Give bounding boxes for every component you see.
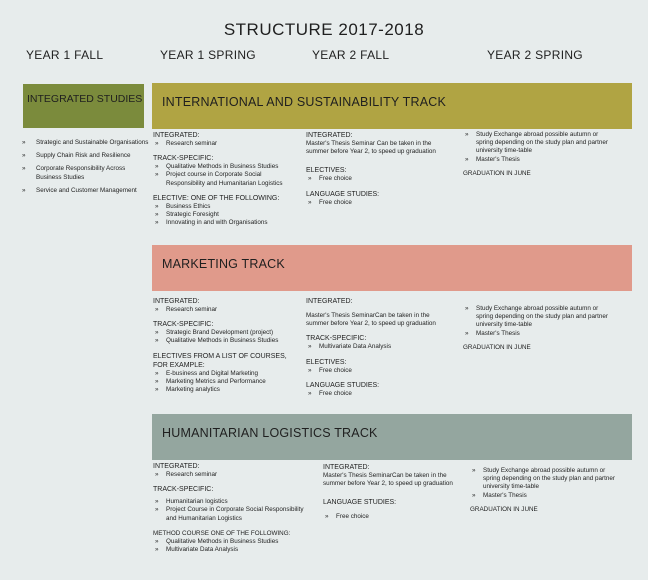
humanitarian-track-label: HUMANITARIAN LOGISTICS TRACK (162, 426, 378, 440)
list-item: » Corporate Responsibility Across Business Studies (22, 165, 150, 181)
international-year1-spring (153, 131, 299, 227)
list-item: » Strategic Foresight (153, 211, 299, 219)
graduation-text: GRADUATION IN JUNE (463, 169, 531, 177)
graduation-text: GRADUATION IN JUNE (470, 505, 538, 513)
list-item: » Qualitative Methods in Business Studies (153, 337, 303, 345)
list-item: » Study Exchange abroad possible autumn or spring depending on the study plan and partner university time-table (463, 131, 609, 156)
list-item: » Innovating in and with Organisations (153, 219, 299, 227)
list-item: » Marketing analytics (153, 386, 303, 394)
marketing-track-band (152, 245, 632, 291)
section-heading: INTEGRATED: (153, 132, 200, 139)
section-heading: INTEGRATED: (153, 298, 200, 305)
section-heading: METHOD COURSE ONE OF THE FOLLOWING: (153, 529, 291, 537)
list-item: » Marketing Metrics and Performance (153, 378, 303, 386)
integrated-studies-label: INTEGRATED STUDIES (27, 93, 143, 105)
integrated-studies-box (23, 84, 144, 128)
section-heading: INTEGRATED: (153, 463, 200, 470)
section-heading: INTEGRATED: (306, 132, 353, 139)
section-heading: ELECTIVE: ONE OF THE FOLLOWING: (153, 194, 280, 202)
list-item: » Free choice (306, 175, 452, 183)
integrated-studies-list (22, 139, 150, 200)
list-item: » Free choice (323, 513, 469, 521)
column-header-year1-spring: YEAR 1 SPRING (160, 48, 256, 62)
list-item: » Strategic Brand Development (project) (153, 329, 303, 337)
list-item: » Study Exchange abroad possible autumn or spring depending on the study plan and partner university time-table (470, 467, 616, 492)
humanitarian-year1-spring (153, 462, 313, 554)
list-item: » Qualitative Methods in Business Studies (153, 163, 299, 171)
list-item: » Free choice (306, 199, 452, 207)
list-item: » Business Ethics (153, 203, 299, 211)
list-item: » Research seminar (153, 306, 303, 314)
list-item: » E-business and Digital Marketing (153, 370, 303, 378)
humanitarian-year2-fall (323, 463, 469, 522)
page-title: STRUCTURE 2017-2018 (223, 20, 425, 39)
section-heading: INTEGRATED: (323, 464, 370, 471)
humanitarian-track-band (152, 414, 632, 460)
section-heading: TRACK-SPECIFIC: (306, 335, 367, 343)
marketing-track-label: MARKETING TRACK (162, 257, 285, 271)
list-item: » Research seminar (153, 140, 299, 148)
international-track-label: INTERNATIONAL AND SUSTAINABILITY TRACK (162, 95, 447, 109)
column-header-year1-fall: YEAR 1 FALL (26, 48, 104, 62)
list-item: » Project Course in Corporate Social Responsibility and Humanitarian Logistics (153, 506, 313, 522)
column-header-year2-spring: YEAR 2 SPRING (487, 48, 583, 62)
list-item: » Free choice (306, 367, 452, 375)
section-heading: LANGUAGE STUDIES: (323, 499, 397, 507)
section-heading: TRACK-SPECIFIC: (153, 486, 214, 494)
international-track-band (152, 83, 632, 129)
section-heading: ELECTIVES FROM A LIST OF COURSES, FOR EXAMPLE: (153, 352, 287, 369)
list-item: » Multivariate Data Analysis (306, 343, 452, 351)
thesis-seminar-text: Master's Thesis SeminarCan be taken in the summer before Year 2, to speed up graduation (323, 472, 453, 488)
marketing-year2-spring (463, 305, 609, 352)
graduation-text: GRADUATION IN JUNE (463, 343, 531, 351)
list-item: » Multivariate Data Analysis (153, 546, 313, 554)
thesis-seminar-text: Master's Thesis SeminarCan be taken in the summer before Year 2, to speed up graduation (306, 312, 436, 328)
marketing-year1-spring (153, 297, 303, 394)
list-item: » Project course in Corporate Social Responsibility and Humanitarian Logistics (153, 171, 299, 187)
section-heading: LANGUAGE STUDIES: (306, 381, 380, 389)
list-item: » Research seminar (153, 471, 313, 479)
thesis-seminar-text: Master's Thesis Seminar Can be taken in the summer before Year 2, to speed up graduation (306, 140, 436, 156)
international-year2-fall (306, 131, 452, 207)
list-item: » Humanitarian logistics (153, 498, 313, 506)
international-year2-spring (463, 131, 609, 178)
humanitarian-year2-spring (470, 467, 616, 514)
marketing-year2-fall (306, 297, 452, 398)
section-heading: LANGUAGE STUDIES: (306, 190, 380, 198)
section-heading: TRACK-SPECIFIC: (153, 155, 214, 163)
list-item: » Master's Thesis (463, 156, 609, 164)
list-item: » Qualitative Methods in Business Studies (153, 538, 313, 546)
list-item: » Free choice (306, 390, 452, 398)
column-header-year2-fall: YEAR 2 FALL (312, 48, 390, 62)
list-item: » Strategic and Sustainable Organisations (22, 139, 150, 147)
list-item: » Study Exchange abroad possible autumn or spring depending on the study plan and partner university time-table (463, 305, 609, 330)
section-heading: ELECTIVES: (306, 358, 347, 366)
section-heading: ELECTIVES: (306, 167, 347, 175)
list-item: » Master's Thesis (470, 492, 616, 500)
section-heading: INTEGRATED: (306, 298, 353, 305)
list-item: » Service and Customer Management (22, 187, 150, 195)
list-item: » Master's Thesis (463, 330, 609, 338)
section-heading: TRACK-SPECIFIC: (153, 321, 214, 329)
list-item: » Supply Chain Risk and Resilience (22, 152, 150, 160)
